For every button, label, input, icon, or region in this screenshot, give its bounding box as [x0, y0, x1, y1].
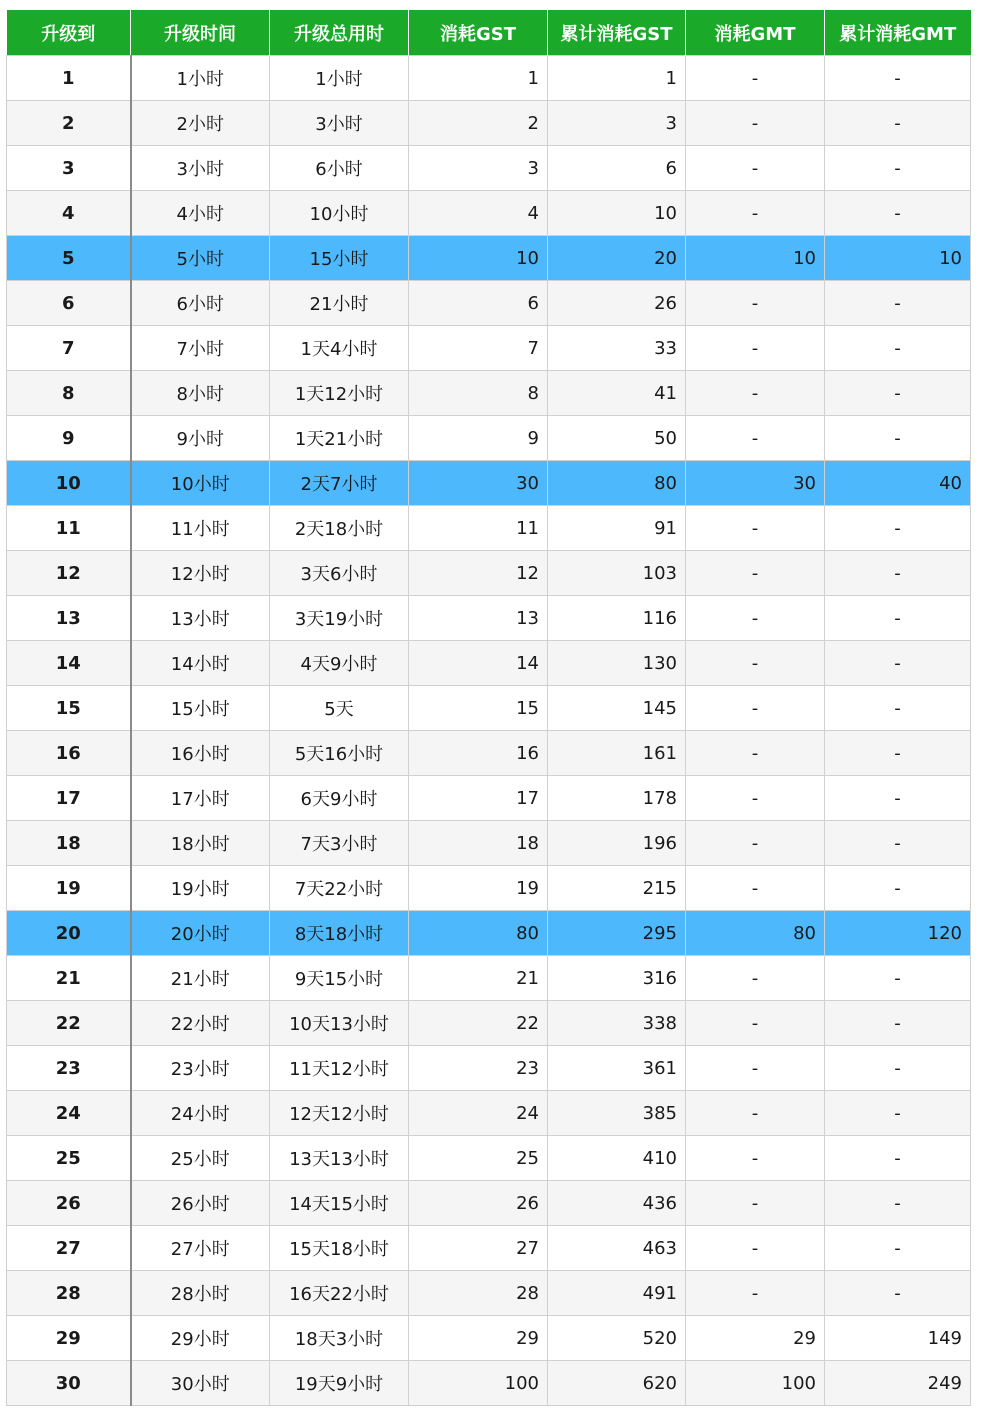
- cell-total-time: 1天4小时: [270, 326, 409, 371]
- cell-cumulative-gst: 491: [548, 1271, 686, 1316]
- cell-gst-cost: 8: [409, 371, 548, 416]
- cell-cumulative-gmt: -: [825, 326, 971, 371]
- cell-gmt-cost: -: [686, 1181, 825, 1226]
- table-row: [7, 596, 971, 641]
- cell-upgrade-time: 9小时: [131, 416, 270, 461]
- table-row: [7, 956, 971, 1001]
- cell-total-time: 4天9小时: [270, 641, 409, 686]
- cell-total-time: 10天13小时: [270, 1001, 409, 1046]
- cell-level: 21: [7, 956, 131, 1001]
- cell-upgrade-time: 20小时: [131, 911, 270, 956]
- cell-gst-cost: 9: [409, 416, 548, 461]
- table-row: [7, 866, 971, 911]
- cell-cumulative-gst: 385: [548, 1091, 686, 1136]
- cell-total-time: 7天22小时: [270, 866, 409, 911]
- cell-cumulative-gmt: -: [825, 281, 971, 326]
- table-row: [7, 416, 971, 461]
- cell-cumulative-gst: 50: [548, 416, 686, 461]
- cell-total-time: 6天9小时: [270, 776, 409, 821]
- cell-gmt-cost: 30: [686, 461, 825, 506]
- table-row: [7, 911, 971, 956]
- cell-gmt-cost: -: [686, 866, 825, 911]
- cell-gst-cost: 21: [409, 956, 548, 1001]
- cell-cumulative-gmt: -: [825, 146, 971, 191]
- cell-cumulative-gmt: -: [825, 1271, 971, 1316]
- cell-cumulative-gmt: 120: [825, 911, 971, 956]
- cell-gst-cost: 100: [409, 1361, 548, 1406]
- table-row: [7, 1226, 971, 1271]
- cell-total-time: 1天21小时: [270, 416, 409, 461]
- cell-gst-cost: 11: [409, 506, 548, 551]
- cell-gmt-cost: -: [686, 326, 825, 371]
- cell-gmt-cost: -: [686, 821, 825, 866]
- cell-gst-cost: 28: [409, 1271, 548, 1316]
- cell-cumulative-gmt: -: [825, 866, 971, 911]
- cell-level: 3: [7, 146, 131, 191]
- cell-level: 7: [7, 326, 131, 371]
- cell-total-time: 11天12小时: [270, 1046, 409, 1091]
- table-row: [7, 1361, 971, 1406]
- cell-level: 26: [7, 1181, 131, 1226]
- cell-level: 5: [7, 236, 131, 281]
- table-row: [7, 191, 971, 236]
- cell-level: 23: [7, 1046, 131, 1091]
- cell-upgrade-time: 2小时: [131, 101, 270, 146]
- cell-gmt-cost: 100: [686, 1361, 825, 1406]
- cell-cumulative-gst: 130: [548, 641, 686, 686]
- table-row: [7, 1091, 971, 1136]
- cell-gst-cost: 1: [409, 56, 548, 101]
- cell-upgrade-time: 14小时: [131, 641, 270, 686]
- cell-level: 18: [7, 821, 131, 866]
- cell-cumulative-gmt: -: [825, 416, 971, 461]
- cell-gmt-cost: -: [686, 56, 825, 101]
- header-cumulative-gmt: 累计消耗GMT: [825, 10, 971, 56]
- table-row: [7, 56, 971, 101]
- cell-gmt-cost: -: [686, 686, 825, 731]
- cell-gmt-cost: -: [686, 371, 825, 416]
- table-header: [7, 10, 971, 56]
- cell-gmt-cost: -: [686, 1001, 825, 1046]
- cell-gmt-cost: -: [686, 146, 825, 191]
- cell-cumulative-gmt: 40: [825, 461, 971, 506]
- cell-upgrade-time: 3小时: [131, 146, 270, 191]
- cell-upgrade-time: 6小时: [131, 281, 270, 326]
- table-row: [7, 1316, 971, 1361]
- cell-cumulative-gmt: -: [825, 1001, 971, 1046]
- cell-cumulative-gst: 3: [548, 101, 686, 146]
- cell-cumulative-gst: 520: [548, 1316, 686, 1361]
- cell-cumulative-gmt: -: [825, 506, 971, 551]
- cell-gst-cost: 26: [409, 1181, 548, 1226]
- upgrade-cost-table: [6, 10, 971, 1406]
- cell-level: 4: [7, 191, 131, 236]
- cell-cumulative-gmt: -: [825, 776, 971, 821]
- cell-level: 13: [7, 596, 131, 641]
- cell-cumulative-gst: 338: [548, 1001, 686, 1046]
- cell-upgrade-time: 18小时: [131, 821, 270, 866]
- cell-upgrade-time: 13小时: [131, 596, 270, 641]
- cell-upgrade-time: 24小时: [131, 1091, 270, 1136]
- cell-upgrade-time: 16小时: [131, 731, 270, 776]
- table-row: [7, 1271, 971, 1316]
- table-row: [7, 731, 971, 776]
- cell-level: 30: [7, 1361, 131, 1406]
- cell-total-time: 18天3小时: [270, 1316, 409, 1361]
- cell-cumulative-gst: 316: [548, 956, 686, 1001]
- cell-total-time: 12天12小时: [270, 1091, 409, 1136]
- cell-gmt-cost: 10: [686, 236, 825, 281]
- cell-upgrade-time: 19小时: [131, 866, 270, 911]
- cell-gmt-cost: -: [686, 551, 825, 596]
- cell-cumulative-gst: 1: [548, 56, 686, 101]
- cell-gst-cost: 2: [409, 101, 548, 146]
- cell-cumulative-gst: 463: [548, 1226, 686, 1271]
- cell-level: 25: [7, 1136, 131, 1181]
- cell-total-time: 3天6小时: [270, 551, 409, 596]
- cell-gst-cost: 3: [409, 146, 548, 191]
- cell-upgrade-time: 15小时: [131, 686, 270, 731]
- cell-upgrade-time: 30小时: [131, 1361, 270, 1406]
- table-row: [7, 1181, 971, 1226]
- table-row: [7, 1046, 971, 1091]
- cell-gst-cost: 13: [409, 596, 548, 641]
- cell-level: 10: [7, 461, 131, 506]
- cell-total-time: 14天15小时: [270, 1181, 409, 1226]
- cell-level: 22: [7, 1001, 131, 1046]
- cell-upgrade-time: 26小时: [131, 1181, 270, 1226]
- cell-gst-cost: 7: [409, 326, 548, 371]
- cell-cumulative-gmt: -: [825, 101, 971, 146]
- table-row: [7, 326, 971, 371]
- cell-level: 2: [7, 101, 131, 146]
- cell-upgrade-time: 10小时: [131, 461, 270, 506]
- table-row: [7, 551, 971, 596]
- cell-total-time: 19天9小时: [270, 1361, 409, 1406]
- cell-gmt-cost: -: [686, 1226, 825, 1271]
- cell-cumulative-gmt: -: [825, 371, 971, 416]
- header-upgrade-to: 升级到: [7, 10, 131, 56]
- cell-cumulative-gst: 26: [548, 281, 686, 326]
- cell-gst-cost: 12: [409, 551, 548, 596]
- cell-gst-cost: 19: [409, 866, 548, 911]
- cell-cumulative-gmt: -: [825, 821, 971, 866]
- cell-gst-cost: 25: [409, 1136, 548, 1181]
- cell-cumulative-gmt: -: [825, 1226, 971, 1271]
- cell-level: 24: [7, 1091, 131, 1136]
- cell-total-time: 7天3小时: [270, 821, 409, 866]
- cell-total-time: 15小时: [270, 236, 409, 281]
- cell-upgrade-time: 5小时: [131, 236, 270, 281]
- cell-total-time: 8天18小时: [270, 911, 409, 956]
- cell-level: 16: [7, 731, 131, 776]
- cell-level: 29: [7, 1316, 131, 1361]
- cell-level: 19: [7, 866, 131, 911]
- cell-upgrade-time: 11小时: [131, 506, 270, 551]
- table-row: [7, 146, 971, 191]
- cell-cumulative-gst: 436: [548, 1181, 686, 1226]
- cell-total-time: 21小时: [270, 281, 409, 326]
- table-row: [7, 1001, 971, 1046]
- cell-cumulative-gst: 215: [548, 866, 686, 911]
- cell-upgrade-time: 1小时: [131, 56, 270, 101]
- cell-total-time: 1天12小时: [270, 371, 409, 416]
- table-row: [7, 101, 971, 146]
- cell-cumulative-gst: 10: [548, 191, 686, 236]
- cell-level: 9: [7, 416, 131, 461]
- cell-upgrade-time: 25小时: [131, 1136, 270, 1181]
- cell-gmt-cost: -: [686, 191, 825, 236]
- cell-upgrade-time: 22小时: [131, 1001, 270, 1046]
- cell-cumulative-gmt: -: [825, 1091, 971, 1136]
- cell-gst-cost: 29: [409, 1316, 548, 1361]
- table-row: [7, 461, 971, 506]
- upgrade-cost-table-container: [6, 10, 970, 1406]
- cell-gst-cost: 6: [409, 281, 548, 326]
- cell-total-time: 16天22小时: [270, 1271, 409, 1316]
- cell-upgrade-time: 12小时: [131, 551, 270, 596]
- cell-upgrade-time: 29小时: [131, 1316, 270, 1361]
- cell-cumulative-gst: 361: [548, 1046, 686, 1091]
- cell-cumulative-gst: 620: [548, 1361, 686, 1406]
- cell-gst-cost: 18: [409, 821, 548, 866]
- cell-cumulative-gst: 80: [548, 461, 686, 506]
- cell-upgrade-time: 23小时: [131, 1046, 270, 1091]
- cell-cumulative-gmt: -: [825, 596, 971, 641]
- cell-gmt-cost: -: [686, 776, 825, 821]
- cell-cumulative-gst: 33: [548, 326, 686, 371]
- cell-upgrade-time: 7小时: [131, 326, 270, 371]
- cell-gmt-cost: -: [686, 101, 825, 146]
- cell-level: 8: [7, 371, 131, 416]
- cell-cumulative-gst: 178: [548, 776, 686, 821]
- cell-gmt-cost: -: [686, 641, 825, 686]
- cell-gst-cost: 14: [409, 641, 548, 686]
- cell-total-time: 2天7小时: [270, 461, 409, 506]
- table-row: [7, 1136, 971, 1181]
- cell-level: 27: [7, 1226, 131, 1271]
- cell-level: 15: [7, 686, 131, 731]
- header-gst-cost: 消耗GST: [409, 10, 548, 56]
- cell-gmt-cost: -: [686, 956, 825, 1001]
- cell-cumulative-gmt: -: [825, 641, 971, 686]
- cell-level: 14: [7, 641, 131, 686]
- cell-total-time: 6小时: [270, 146, 409, 191]
- cell-gmt-cost: 80: [686, 911, 825, 956]
- cell-gst-cost: 23: [409, 1046, 548, 1091]
- header-total-time: 升级总用时: [270, 10, 409, 56]
- cell-total-time: 5天: [270, 686, 409, 731]
- cell-total-time: 5天16小时: [270, 731, 409, 776]
- cell-cumulative-gmt: -: [825, 1181, 971, 1226]
- cell-cumulative-gst: 196: [548, 821, 686, 866]
- table-row: [7, 281, 971, 326]
- cell-total-time: 10小时: [270, 191, 409, 236]
- table-row: [7, 776, 971, 821]
- cell-cumulative-gmt: -: [825, 191, 971, 236]
- cell-level: 1: [7, 56, 131, 101]
- cell-cumulative-gst: 145: [548, 686, 686, 731]
- cell-cumulative-gmt: -: [825, 56, 971, 101]
- cell-total-time: 9天15小时: [270, 956, 409, 1001]
- cell-cumulative-gst: 91: [548, 506, 686, 551]
- cell-cumulative-gmt: 10: [825, 236, 971, 281]
- cell-cumulative-gmt: 249: [825, 1361, 971, 1406]
- cell-gmt-cost: -: [686, 281, 825, 326]
- cell-upgrade-time: 17小时: [131, 776, 270, 821]
- cell-level: 11: [7, 506, 131, 551]
- cell-total-time: 3小时: [270, 101, 409, 146]
- cell-gmt-cost: 29: [686, 1316, 825, 1361]
- cell-cumulative-gmt: -: [825, 1046, 971, 1091]
- cell-gst-cost: 27: [409, 1226, 548, 1271]
- cell-gmt-cost: -: [686, 596, 825, 641]
- cell-cumulative-gst: 20: [548, 236, 686, 281]
- cell-gst-cost: 4: [409, 191, 548, 236]
- cell-upgrade-time: 4小时: [131, 191, 270, 236]
- table-row: [7, 236, 971, 281]
- header-upgrade-time: 升级时间: [131, 10, 270, 56]
- cell-total-time: 15天18小时: [270, 1226, 409, 1271]
- table-row: [7, 506, 971, 551]
- cell-gmt-cost: -: [686, 731, 825, 776]
- table-row: [7, 371, 971, 416]
- table-body: [7, 56, 971, 1406]
- cell-cumulative-gmt: -: [825, 956, 971, 1001]
- cell-gst-cost: 15: [409, 686, 548, 731]
- cell-upgrade-time: 27小时: [131, 1226, 270, 1271]
- cell-gst-cost: 10: [409, 236, 548, 281]
- cell-gst-cost: 22: [409, 1001, 548, 1046]
- cell-cumulative-gmt: -: [825, 551, 971, 596]
- cell-cumulative-gst: 295: [548, 911, 686, 956]
- cell-gst-cost: 24: [409, 1091, 548, 1136]
- cell-cumulative-gmt: -: [825, 731, 971, 776]
- cell-level: 6: [7, 281, 131, 326]
- cell-cumulative-gst: 161: [548, 731, 686, 776]
- cell-gmt-cost: -: [686, 1091, 825, 1136]
- cell-total-time: 3天19小时: [270, 596, 409, 641]
- cell-gmt-cost: -: [686, 1271, 825, 1316]
- cell-gmt-cost: -: [686, 416, 825, 461]
- cell-level: 17: [7, 776, 131, 821]
- cell-gst-cost: 80: [409, 911, 548, 956]
- cell-cumulative-gmt: 149: [825, 1316, 971, 1361]
- cell-cumulative-gst: 103: [548, 551, 686, 596]
- cell-gmt-cost: -: [686, 1046, 825, 1091]
- cell-level: 12: [7, 551, 131, 596]
- cell-upgrade-time: 8小时: [131, 371, 270, 416]
- cell-upgrade-time: 28小时: [131, 1271, 270, 1316]
- header-cumulative-gst: 累计消耗GST: [548, 10, 686, 56]
- cell-total-time: 13天13小时: [270, 1136, 409, 1181]
- cell-total-time: 1小时: [270, 56, 409, 101]
- cell-gmt-cost: -: [686, 1136, 825, 1181]
- cell-cumulative-gst: 6: [548, 146, 686, 191]
- header-row: [7, 10, 971, 56]
- cell-cumulative-gst: 41: [548, 371, 686, 416]
- cell-gst-cost: 17: [409, 776, 548, 821]
- header-gmt-cost: 消耗GMT: [686, 10, 825, 56]
- cell-cumulative-gst: 116: [548, 596, 686, 641]
- table-row: [7, 641, 971, 686]
- table-row: [7, 686, 971, 731]
- cell-level: 20: [7, 911, 131, 956]
- cell-gst-cost: 30: [409, 461, 548, 506]
- cell-cumulative-gst: 410: [548, 1136, 686, 1181]
- table-row: [7, 821, 971, 866]
- cell-level: 28: [7, 1271, 131, 1316]
- cell-cumulative-gmt: -: [825, 1136, 971, 1181]
- cell-total-time: 2天18小时: [270, 506, 409, 551]
- cell-gst-cost: 16: [409, 731, 548, 776]
- cell-cumulative-gmt: -: [825, 686, 971, 731]
- cell-upgrade-time: 21小时: [131, 956, 270, 1001]
- cell-gmt-cost: -: [686, 506, 825, 551]
